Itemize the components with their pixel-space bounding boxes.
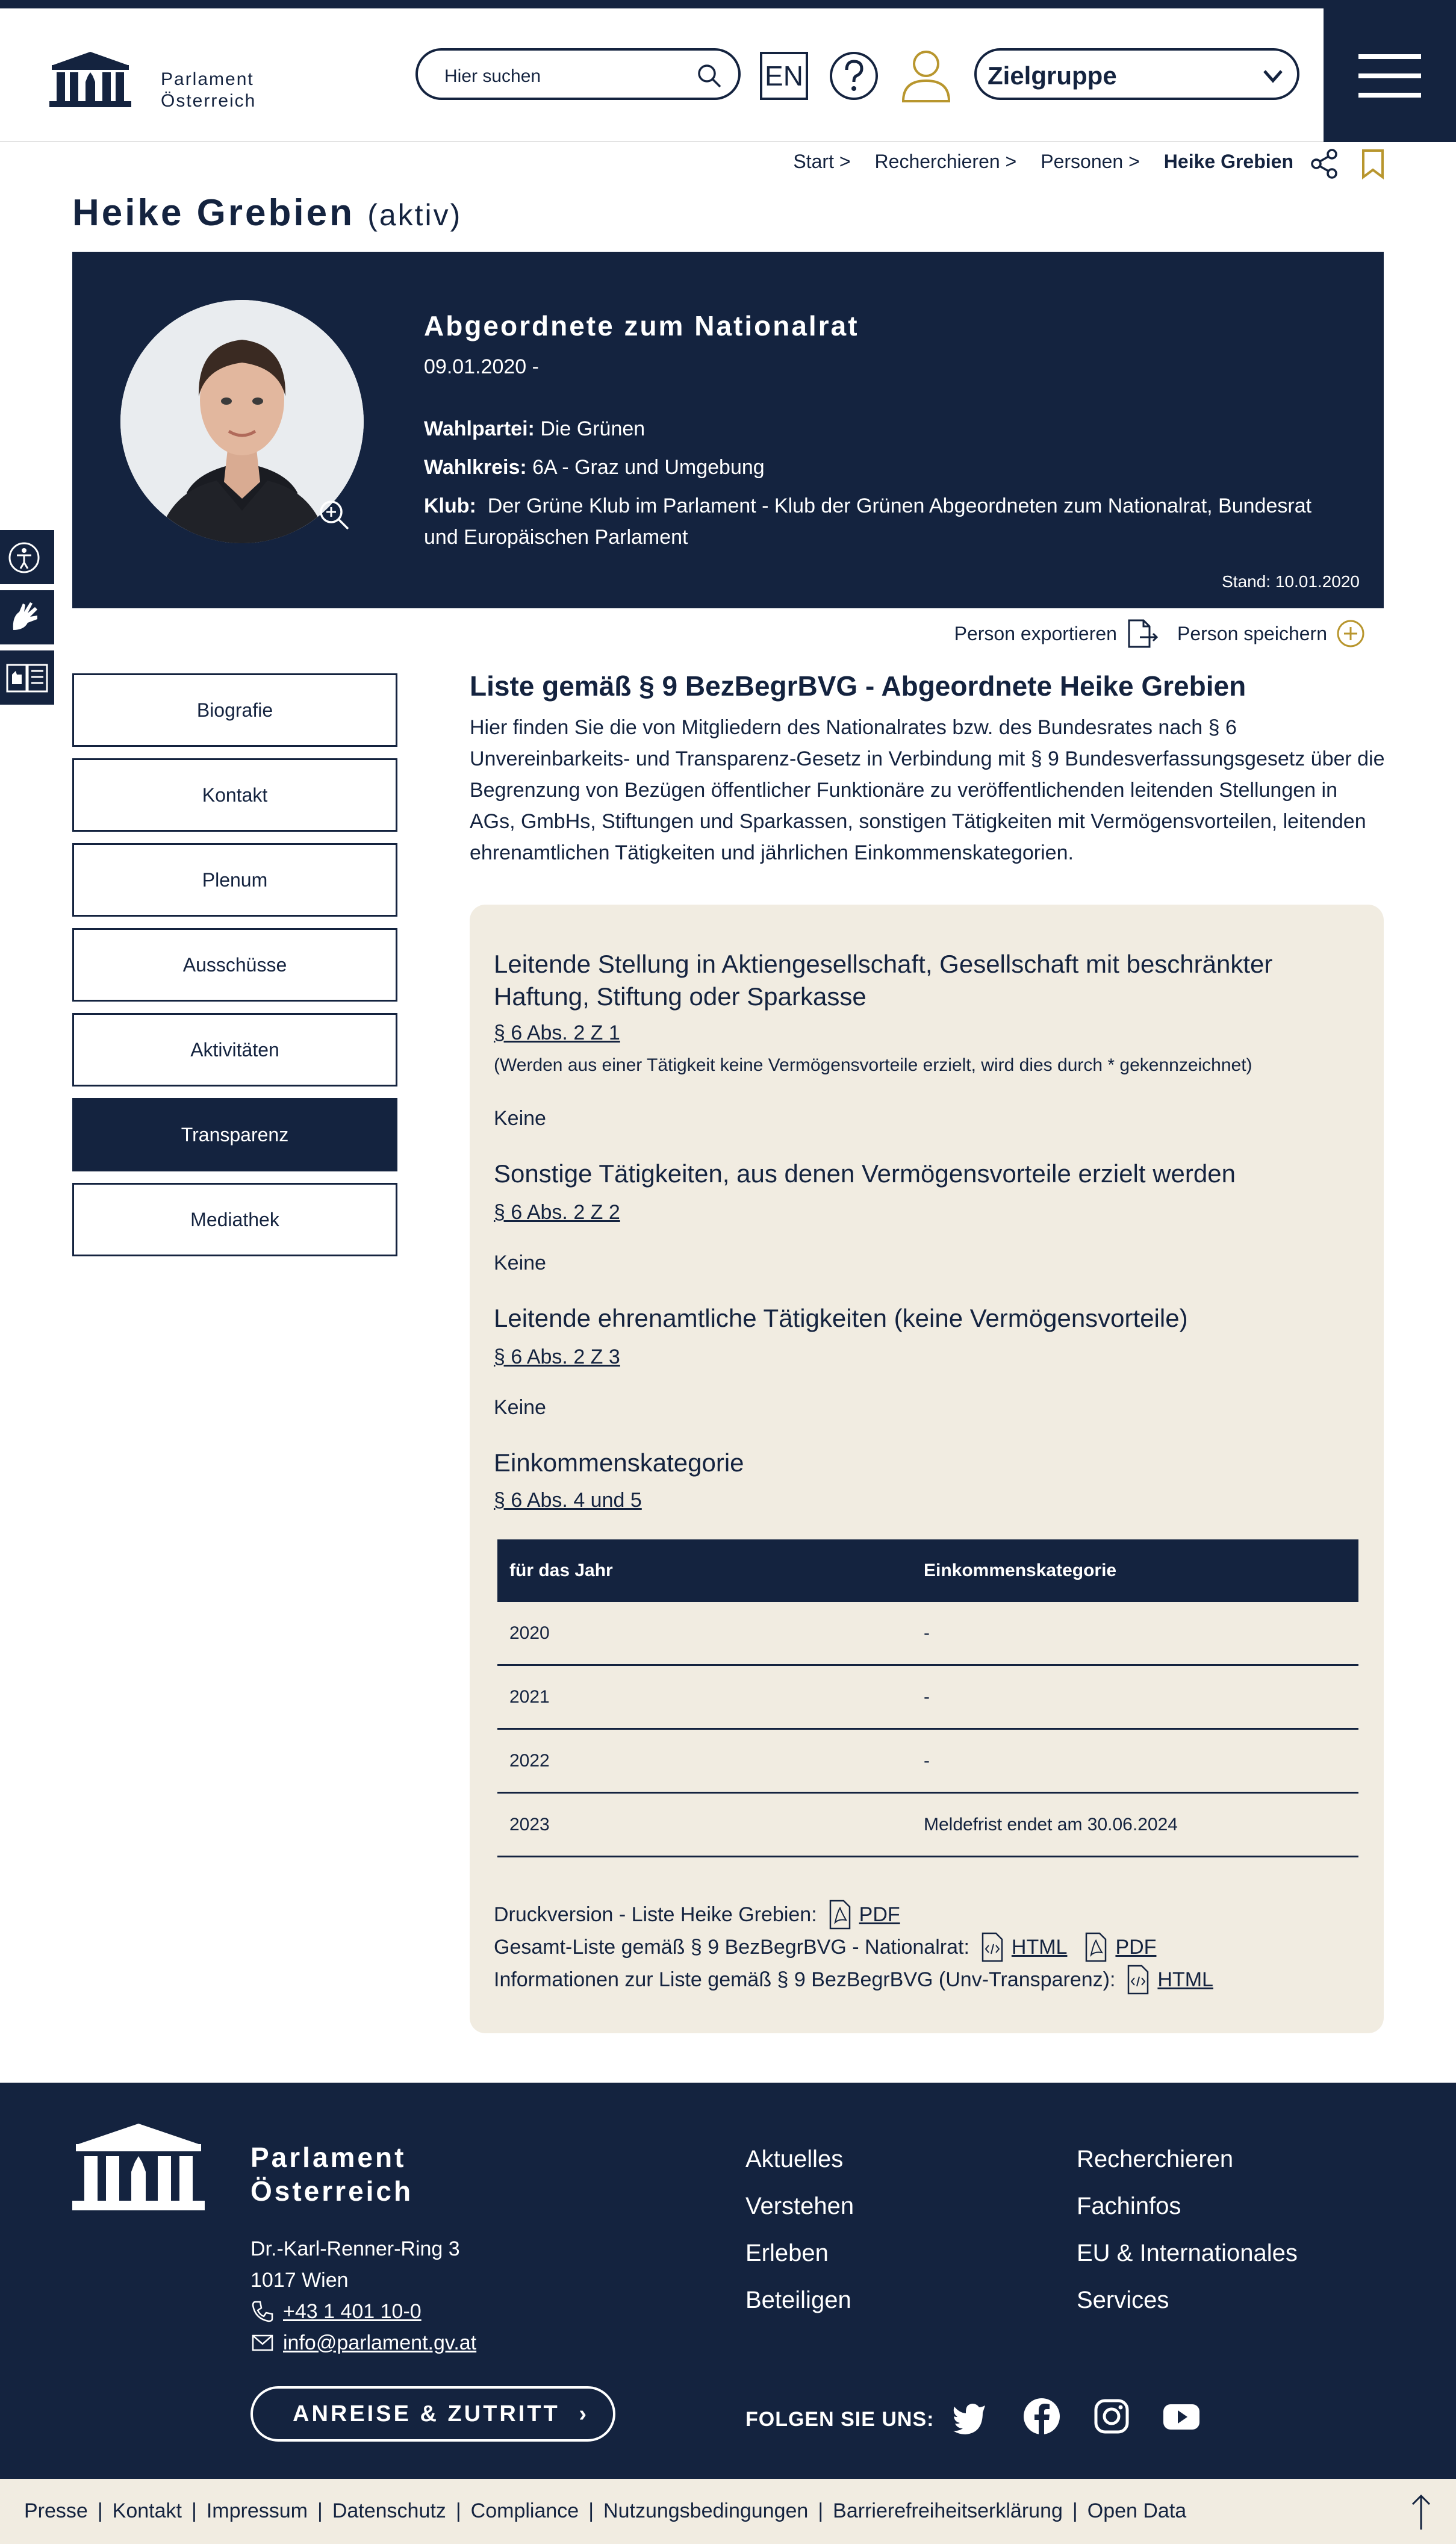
page-title [72,192,462,234]
person-hero [72,252,1384,608]
chevron-down-icon [1261,65,1285,87]
footer-email-row [250,2327,476,2358]
table-row [497,1666,1358,1730]
tab-mediathek[interactable]: Mediathek [72,1183,397,1256]
wahlkreis-label: Wahlkreis: [424,456,527,479]
cell-category: - [924,1623,930,1643]
tab-kontakt[interactable]: Kontakt [72,758,397,832]
download-line-informationen [494,1965,1213,1995]
footer-link-eu-internationales[interactable]: EU & Internationales [1077,2240,1298,2266]
content-intro: Hier finden Sie die von Mitgliedern des Nationalrates bzw. des Bundesrates nach § 6 Unvereinbarkeits- und Transparenz-Gesetz in Verbindung mit § 9 Bundesverfassungsgesetz über die Begrenzung von Bezügen öffentlicher Funktionäre zu veröffentlichenden leitenden Stellungen in AGs, GmbHs, Stiftungen und Sparkassen, sonstigen Tätigkeiten mit Vermögensvorteilen, leitenden ehrenamtlichen Tätigkeiten und jährlichen Einkommenskategorien. [470,716,1385,864]
breadcrumb-start[interactable]: Start > [793,151,851,172]
legal-link-nutzungsbedingungen[interactable]: Nutzungsbedingungen [603,2499,809,2522]
export-icon[interactable] [1125,618,1159,649]
footer-link-beteiligen[interactable]: Beteiligen [745,2287,851,2313]
table-row [497,1794,1358,1857]
parlament-logo[interactable] [49,45,278,111]
menu-button[interactable] [1324,8,1456,142]
logo-line-2: Österreich [161,91,257,111]
anreise-zutritt-label: ANREISE & ZUTRITT [293,2401,560,2427]
site-header [0,8,1456,142]
wahlkreis-row [424,452,1345,483]
person-actions [954,618,1366,649]
facebook-icon[interactable] [1022,2397,1061,2436]
pdf-file-icon[interactable] [1083,1932,1109,1962]
gesamtliste-label: Gesamt-Liste gemäß § 9 BezBegrBVG - Nationalrat: [494,1935,969,1959]
legal-link-barrierefreiheit[interactable]: Barrierefreiheitserklärung [833,2499,1063,2522]
top-strip [0,0,1456,8]
breadcrumb-recherchieren[interactable]: Recherchieren > [874,151,1017,172]
footer-link-verstehen[interactable]: Verstehen [745,2193,854,2219]
easy-language-tool[interactable] [0,650,54,705]
section-leitende-stellung-title: Leitende Stellung in Aktiengesellschaft, Gesellschaft mit beschränkter Haftung, Stiftung oder Sparkasse [494,950,1273,1011]
user-icon[interactable] [900,47,953,105]
accessibility-tool[interactable] [0,530,54,584]
hamburger-line [1358,73,1421,78]
legal-link-compliance[interactable]: Compliance [470,2499,579,2522]
tab-ausschuesse[interactable]: Ausschüsse [72,928,397,1002]
mail-icon [250,2331,275,2355]
bookmark-icon[interactable] [1361,148,1385,179]
footer-link-services[interactable]: Services [1077,2287,1169,2313]
breadcrumb [793,151,1293,173]
logo-text [161,69,256,112]
share-icon[interactable] [1310,148,1339,179]
add-circle-icon[interactable] [1336,619,1366,649]
twitter-icon[interactable] [950,2397,989,2436]
section-2-value: Keine [494,1252,546,1274]
income-table [497,1539,1358,1857]
legal-link-presse[interactable]: Presse [24,2499,88,2522]
wahlkreis-value: 6A - Graz und Umgebung [532,456,765,479]
footer-phone-link[interactable]: +43 1 401 10-0 [283,2300,422,2323]
wahlpartei-row [424,413,1345,444]
section-1-note: (Werden aus einer Tätigkeit keine Vermögensvorteile erzielt, wird dies durch * gekennzeichnet) [494,1055,1252,1075]
cell-year: 2022 [509,1750,550,1771]
back-to-top-icon[interactable] [1409,2492,1433,2532]
download-line-druckversion [494,1900,900,1930]
help-icon[interactable] [829,51,879,101]
informationen-label: Informationen zur Liste gemäß § 9 BezBegrBVG (Unv-Transparenz): [494,1968,1116,1991]
separator: | [1072,2499,1078,2522]
footer-link-recherchieren[interactable]: Recherchieren [1077,2146,1234,2172]
stand-date: Stand: 10.01.2020 [1222,572,1360,591]
youtube-icon[interactable] [1162,2397,1201,2436]
klub-row [424,490,1345,553]
zielgruppe-select[interactable] [974,48,1299,100]
search-input[interactable] [415,48,741,100]
separator: | [588,2499,594,2522]
legal-link-impressum[interactable]: Impressum [206,2499,308,2522]
footer-name-line-1: Parlament [250,2142,406,2173]
tab-plenum[interactable]: Plenum [72,843,397,917]
site-footer [0,2083,1456,2479]
legal-link-kontakt[interactable]: Kontakt [112,2499,182,2522]
footer-street: Dr.-Karl-Renner-Ring 3 [250,2237,460,2260]
section-einkommen-title: Einkommenskategorie [494,1448,744,1477]
hamburger-line [1358,93,1421,98]
person-status: (aktiv) [367,198,462,232]
legal-link-datenschutz[interactable]: Datenschutz [332,2499,446,2522]
pdf-file-icon[interactable] [827,1900,853,1930]
language-button[interactable]: EN [760,52,808,100]
cell-category: - [924,1750,930,1771]
section-4-law-link[interactable]: § 6 Abs. 4 und 5 [494,1489,642,1512]
person-name: Heike Grebien [72,192,355,234]
section-3-value: Keine [494,1396,546,1419]
wahlpartei-value: Die Grünen [540,417,646,440]
logo-line-1: Parlament [161,69,254,89]
search-placeholder: Hier suchen [444,66,541,86]
section-2-law-link[interactable]: § 6 Abs. 2 Z 2 [494,1201,620,1224]
chevron-right-icon: › [579,2401,589,2427]
html-file-icon[interactable] [1125,1965,1151,1995]
separator: | [97,2499,103,2522]
separator: | [455,2499,461,2522]
druckversion-label: Druckversion - Liste Heike Grebien: [494,1903,817,1926]
cell-category: - [924,1686,930,1707]
footer-link-erleben[interactable]: Erleben [745,2240,829,2266]
separator: | [317,2499,323,2522]
person-role: Abgeordnete zum Nationalrat [424,310,859,341]
wahlpartei-label: Wahlpartei: [424,417,535,440]
zielgruppe-label: Zielgruppe [988,61,1117,90]
breadcrumb-personen[interactable]: Personen > [1041,151,1140,172]
footer-nav-column-1 [745,2136,854,2324]
search-icon[interactable] [696,63,723,89]
follow-us-label: FOLGEN SIE UNS: [745,2408,935,2431]
hamburger-line [1358,54,1421,59]
easy-language-icon [0,650,54,705]
gesamtliste-pdf-link[interactable]: PDF [1115,1935,1157,1959]
legal-link-open-data[interactable]: Open Data [1087,2499,1187,2522]
separator: | [191,2499,197,2522]
section-1-law-link[interactable]: § 6 Abs. 2 Z 1 [494,1021,620,1044]
druckversion-pdf-link[interactable]: PDF [859,1903,900,1926]
tab-transparenz[interactable]: Transparenz [72,1098,397,1171]
footer-name-line-2: Österreich [250,2175,414,2207]
cell-category: Meldefrist endet am 30.06.2024 [924,1814,1178,1835]
table-row [497,1602,1358,1666]
column-header-year: für das Jahr [509,1560,613,1580]
cell-year: 2020 [509,1623,550,1643]
zoom-in-icon[interactable] [318,499,352,532]
gesamtliste-html-link[interactable]: HTML [1011,1935,1068,1959]
sign-language-icon [0,590,54,644]
footer-link-aktuelles[interactable]: Aktuelles [745,2146,844,2172]
tab-biografie[interactable]: Biografie [72,673,397,747]
footer-bottom-bar [0,2479,1456,2544]
instagram-icon[interactable] [1092,2397,1131,2436]
breadcrumb-current: Heike Grebien [1163,151,1293,172]
footer-phone-row [250,2296,476,2327]
cell-year: 2023 [509,1814,550,1835]
footer-email-link[interactable]: info@parlament.gv.at [283,2331,477,2354]
klub-value: Der Grüne Klub im Parlament - Klub der Grünen Abgeordneten zum Nationalrat, Bundesrat und Europäischen Parlament [424,494,1312,549]
informationen-html-link[interactable]: HTML [1157,1968,1213,1991]
table-row [497,1730,1358,1794]
table-header [497,1539,1358,1602]
section-ehrenamtlich-title: Leitende ehrenamtliche Tätigkeiten (keine Vermögensvorteile) [494,1304,1188,1332]
klub-label: Klub: [424,494,476,517]
cell-year: 2021 [509,1686,550,1707]
legal-links [24,2499,1186,2523]
tab-aktivitaeten[interactable]: Aktivitäten [72,1013,397,1086]
person-date: 09.01.2020 - [424,355,539,378]
footer-address [250,2233,476,2358]
html-file-icon[interactable] [979,1932,1006,1962]
footer-link-fachinfos[interactable]: Fachinfos [1077,2193,1181,2219]
person-details [424,413,1345,553]
anreise-zutritt-button[interactable] [250,2386,615,2442]
sign-language-tool[interactable] [0,590,54,644]
parliament-building-icon [49,48,131,108]
phone-icon [250,2299,275,2324]
section-1-value: Keine [494,1107,546,1130]
content-title: Liste gemäß § 9 BezBegrBVG - Abgeordnete Heike Grebien [470,670,1246,702]
section-sonstige-title: Sonstige Tätigkeiten, aus denen Vermögensvorteile erzielt werden [494,1159,1236,1188]
download-line-gesamtliste [494,1932,1156,1962]
column-header-category: Einkommenskategorie [924,1560,1117,1580]
footer-org-name [250,2140,413,2208]
accessibility-icon [0,530,54,584]
separator: | [818,2499,824,2522]
save-person-button[interactable]: Person speichern [1177,622,1327,644]
export-person-button[interactable]: Person exportieren [954,622,1117,644]
section-3-law-link[interactable]: § 6 Abs. 2 Z 3 [494,1345,620,1368]
footer-nav-column-2 [1077,2136,1298,2324]
parliament-building-icon[interactable] [72,2118,205,2214]
transparency-panel [470,905,1384,2033]
footer-city: 1017 Wien [250,2269,349,2292]
